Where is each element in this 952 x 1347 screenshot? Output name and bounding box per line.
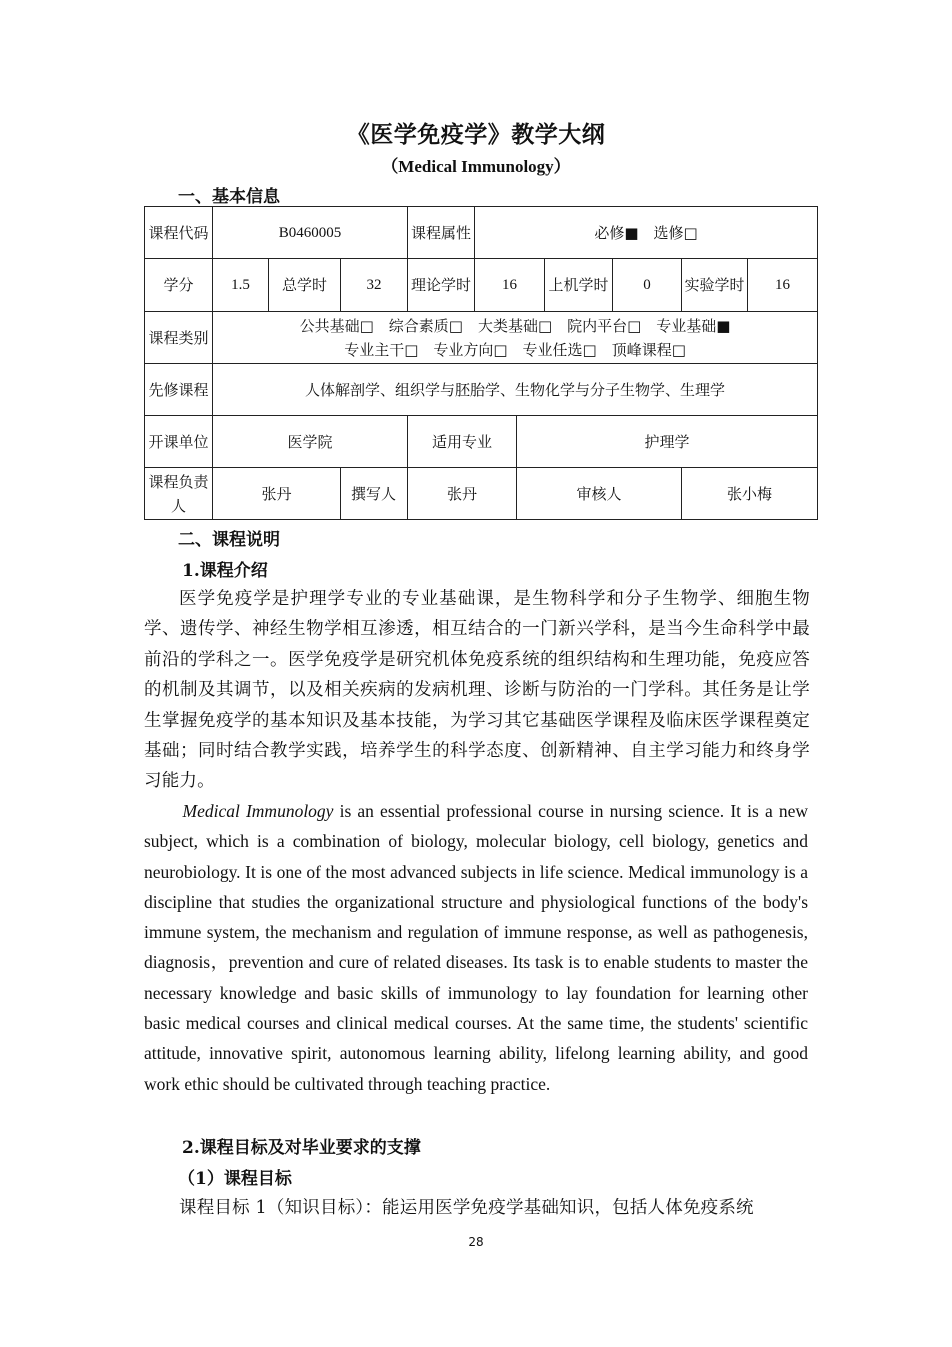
reviewer-value: 张小梅 (682, 468, 818, 520)
section-basic-info-heading: 一、基本信息 (178, 187, 280, 207)
writer-label: 撰写人 (341, 468, 408, 520)
basic-info-table (144, 206, 818, 520)
writer-value: 张丹 (408, 468, 517, 520)
total-hours-label: 总学时 (269, 259, 341, 312)
prerequisite-label: 先修课程 (145, 364, 213, 416)
theory-hours-label: 理论学时 (408, 259, 475, 312)
course-code-label: 课程代码 (145, 207, 213, 259)
department-label: 开课单位 (145, 416, 213, 468)
lab-hours-value: 16 (748, 259, 818, 312)
course-owner-label: 课程负责人 (145, 468, 213, 520)
table-row (145, 468, 818, 520)
course-category-line-1: 公共基础□ 综合素质□ 大类基础□ 院内平台□ 专业基础■ (299, 316, 731, 335)
credit-value: 1.5 (213, 259, 269, 312)
course-category-value (213, 312, 818, 364)
applicable-major-value: 护理学 (517, 416, 818, 468)
course-goals-heading: 2.课程目标及对毕业要求的支撑 (182, 1138, 421, 1158)
applicable-major-label: 适用专业 (408, 416, 517, 468)
course-category-line-2: 专业主干□ 专业方向□ 专业任选□ 顶峰课程□ (344, 340, 686, 359)
course-category-label: 课程类别 (145, 312, 213, 364)
document-title: 《医学免疫学》教学大纲 (346, 121, 606, 148)
course-intro-english-text: is an essential professional course in nursing science. It is a new subject, which is a combination of biology, molecular biology, cell biology, genetics and neurobiology. It is one of the most advanced subjects in life science. Medical immunology is a discipline that studies the organizational structure and physiological functions of the body's immune system, the mechanism and regulation of immune response, as well as pathogenesis, diagnosis，prevention and cure of related diseases. Its task is to enable students to master the necessary knowledge and basic skills of immunology to lay foundation for learning other basic medical courses and clinical medical courses. At the same time, the students' scientific attitude, innovative spirit, autonomous learning ability, lifelong learning ability, and good work ethic should be cultivated through teaching practice. (144, 801, 809, 1094)
table-row (145, 416, 818, 468)
table-row (145, 259, 818, 312)
reviewer-label: 审核人 (517, 468, 682, 520)
prerequisite-value: 人体解剖学、组织学与胚胎学、生物化学与分子生物学、生理学 (213, 364, 818, 416)
course-goal-1: 课程目标 1（知识目标）：能运用医学免疫学基础知识，包括人体免疫系统 (179, 1198, 754, 1218)
table-row (145, 312, 818, 364)
document-subtitle: （Medical Immunology） (381, 157, 571, 176)
lab-hours-label: 实验学时 (682, 259, 748, 312)
theory-hours-value: 16 (475, 259, 545, 312)
course-code-value: B0460005 (213, 207, 408, 259)
table-row (145, 207, 818, 259)
computer-hours-value: 0 (613, 259, 682, 312)
section-course-description-heading: 二、课程说明 (178, 530, 280, 550)
credit-label: 学分 (145, 259, 213, 312)
page-number: 28 (468, 1235, 484, 1249)
course-attribute-value: 必修■ 选修□ (475, 207, 818, 259)
course-attribute-label: 课程属性 (408, 207, 475, 259)
total-hours-value: 32 (341, 259, 408, 312)
table-row (145, 364, 818, 416)
course-name-italic: Medical Immunology (182, 801, 334, 821)
course-intro-heading: 1.课程介绍 (182, 561, 268, 581)
course-intro-english (144, 796, 808, 1099)
computer-hours-label: 上机学时 (545, 259, 613, 312)
department-value: 医学院 (213, 416, 408, 468)
course-owner-value: 张丹 (213, 468, 341, 520)
course-goal-subheading: （1）课程目标 (178, 1169, 292, 1189)
course-intro-chinese: 医学免疫学是护理学专业的专业基础课，是生物科学和分子生物学、细胞生物学、遗传学、神经生物学相互渗透，相互结合的一门新兴学科，是当今生命科学中最前沿的学科之一。医学免疫学是研究机体免疫系统的组织结构和生理功能，免疫应答的机制及其调节，以及相关疾病的发病机理、诊断与防治的一门学科。其任务是让学生掌握免疫学的基本知识及基本技能，为学习其它基础医学课程及临床医学课程奠定基础；同时结合教学实践，培养学生的科学态度、创新精神、自主学习能力和终身学习能力。 (144, 589, 810, 792)
